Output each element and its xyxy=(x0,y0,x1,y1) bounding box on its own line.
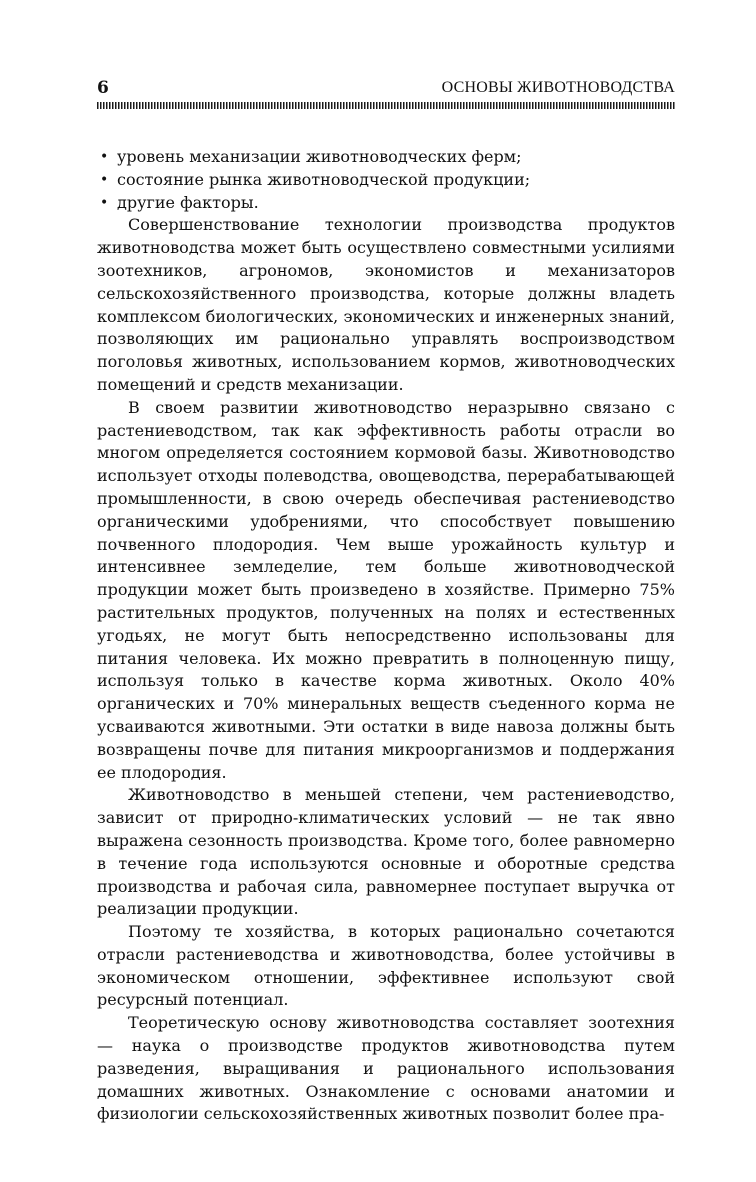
running-header xyxy=(97,76,675,98)
bullet-text: другие факторы. xyxy=(117,192,259,212)
header-divider xyxy=(97,102,675,109)
bullet-item xyxy=(97,192,675,215)
body-text xyxy=(97,146,675,1126)
paragraph-combined-farms: Поэтому те хозяйства, в которых рационально сочетаются отрасли растениеводства и животноводства, более устойчивы в экономическом отношении, эффективнее используют свой ресурсный потенциал. xyxy=(97,922,675,1010)
page-number: 6 xyxy=(97,78,109,98)
bullet-text: состояние рынка животноводческой продукции; xyxy=(117,169,531,189)
bullet-icon: • xyxy=(100,194,109,211)
paragraph-technology: Совершенствование технологии производства продуктов животноводства может быть осуществлено совместными усилиями зоотехников, агрономов, экономистов и механизаторов сельскохозяйственного производства, которые должны владеть комплексом биологических, экономических и инженерных знаний, позволяющих им рационально управлять воспроизводством поголовья животных, использованием кормов, животноводческих помещений и средств механизации. xyxy=(97,215,675,394)
bullet-icon: • xyxy=(100,149,109,165)
paragraph-zootechny: Теоретическую основу животноводства составляет зоотехния — наука о производстве продуктов животноводства путем разведения, выращивания и рационального использования домашних животных. Ознакомление с основами анатомии и физиологии сельскохозяйственных животных позволит более пра- xyxy=(97,1013,675,1124)
running-title: ОСНОВЫ ЖИВОТНОВОДСТВА xyxy=(441,79,675,96)
bullet-list xyxy=(97,146,675,214)
book-page xyxy=(97,76,675,1126)
bullet-item xyxy=(97,146,675,169)
bullet-text: уровень механизации животноводческих ферм; xyxy=(117,147,522,166)
bullet-item xyxy=(97,169,675,192)
bullet-icon: • xyxy=(100,171,109,188)
paragraph-seasonality: Животноводство в меньшей степени, чем растениеводство, зависит от природно-климатических условий — не так явно выражена сезонность производства. Кроме того, более равномерно в течение года используются основные и оборотные средства производства и рабочая сила, равномернее поступает выручка от реализации продукции. xyxy=(97,785,675,919)
paragraph-crop-link: В своем развитии животноводство неразрывно связано с растениеводством, так как эффективность работы отрасли во многом определяется состоянием кормовой базы. Животноводство использует отходы полеводства, овощеводства, перерабатывающей промышленности, в свою очередь обеспечивая растениеводство органическими удобрениями, что способствует повышению почвенного плодородия. Чем выше урожайность культур и интенсивнее земледелие, тем больше животноводческой продукции может быть произведено в хозяйстве. Примерно 75% растительных продуктов, полученных на полях и естественных угодьях, не могут быть непосредственно использованы для питания человека. Их можно превратить в полноценную пищу, используя только в качестве корма животных. Около 40% органических и 70% минеральных веществ съеденного корма не усваиваются животными. Эти остатки в виде навоза должны быть возвращены почве для питания микроорганизмов и поддержания ее плодородия. xyxy=(97,397,675,782)
